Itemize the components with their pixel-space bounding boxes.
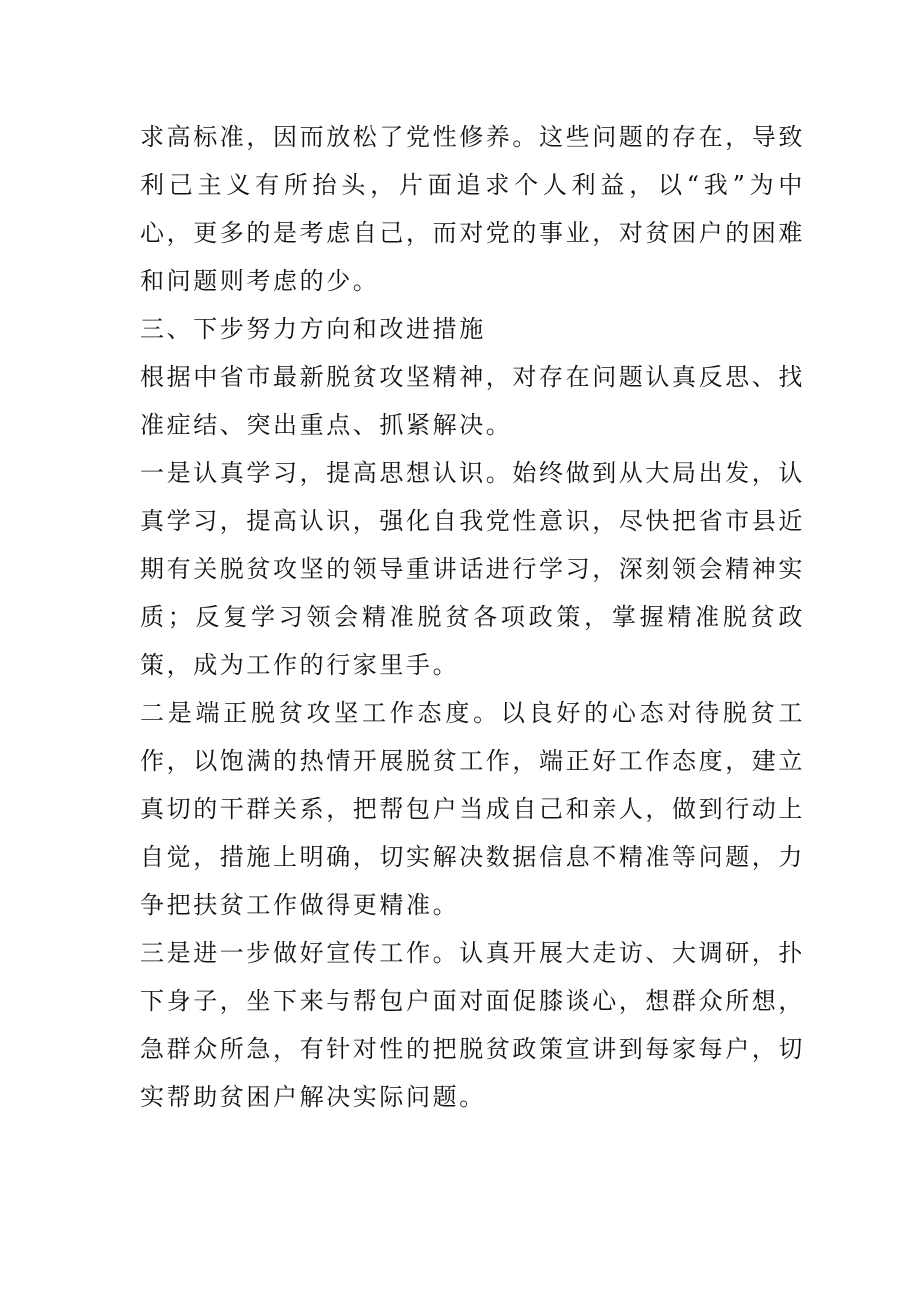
paragraph-measure-2: 二是端正脱贫攻坚工作态度。以良好的心态对待脱贫工作，以饱满的热情开展脱贫工作，端正好工作态度，建立真切的干群关系，把帮包户当成自己和亲人，做到行动上自觉，措施上明确，切实解决数据信息不精准等问题，力争把扶贫工作做得更精准。 (140, 699, 805, 919)
paragraph-measure-3: 三是进一步做好宣传工作。认真开展大走访、大调研，扑下身子，坐下来与帮包户面对面促膝谈心，想群众所想，急群众所急，有针对性的把脱贫政策宣讲到每家每户，切实帮助贫困户解决实际问题。 (140, 939, 805, 1111)
paragraph-measure-1: 一是认真学习，提高思想认识。始终做到从大局出发，认真学习，提高认识，强化自我党性意识，尽快把省市县近期有关脱贫攻坚的领导重讲话进行学习，深刻领会精神实质；反复学习领会精准脱贫各项政策，掌握精准脱贫政策，成为工作的行家里手。 (140, 459, 805, 679)
paragraph-intro: 根据中省市最新脱贫攻坚精神，对存在问题认真反思、找准症结、突出重点、抓紧解决。 (140, 363, 805, 439)
section-heading: 三、下步努力方向和改进措施 (140, 315, 486, 343)
paragraph-continuation: 求高标准，因而放松了党性修养。这些问题的存在，导致利己主义有所抬头，片面追求个人利益，以“我”为中心，更多的是考虑自己，而对党的事业，对贫困户的困难和问题则考虑的少。 (140, 123, 805, 295)
document-body (140, 113, 805, 1121)
